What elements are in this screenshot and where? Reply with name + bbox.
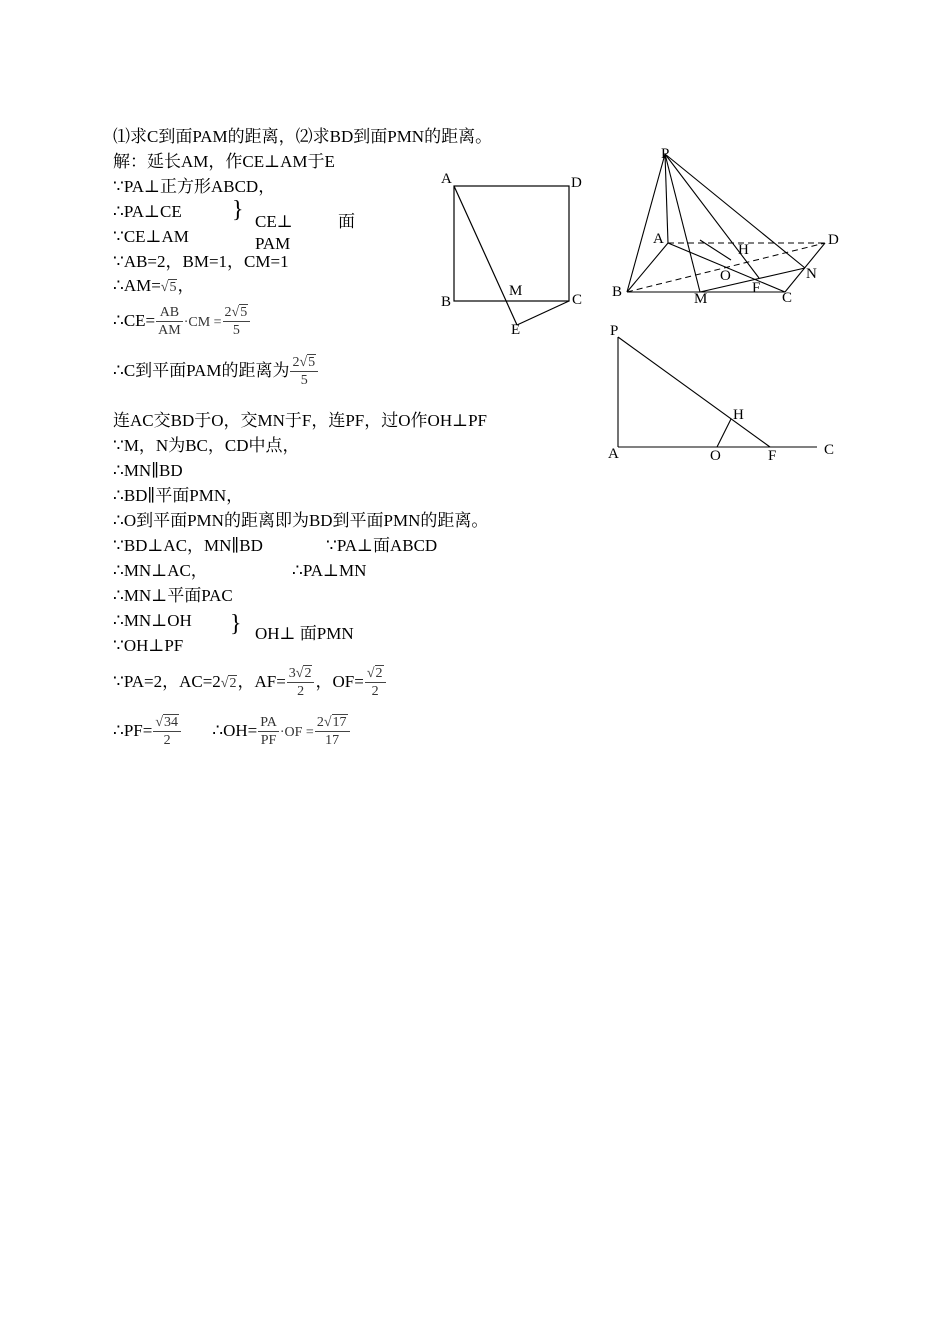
solution-line: ∵M，N为BC，CD中点， <box>113 436 300 455</box>
conclusion-ce-plane: 面 <box>338 212 355 231</box>
label-o: O <box>720 268 731 284</box>
label-c: C <box>782 290 793 306</box>
solution-line: ∴PA⊥MN <box>292 561 367 580</box>
solution-line: ∵AB=2，BM=1，CM=1 <box>113 252 289 271</box>
solution-line: ∴MN⊥AC， <box>113 561 208 580</box>
brace: } <box>230 611 242 637</box>
fraction-af: $\frac{3√2}{2}$ <box>287 665 315 701</box>
label-p: P <box>610 323 619 339</box>
solution-line-am: ∴AM=√5， <box>113 276 194 298</box>
fraction-pf: $\frac{√34}{2}$ <box>153 714 181 750</box>
label-e: E <box>511 322 521 338</box>
fraction-pa-pf: $\frac{PA}{PF}$ <box>260 715 277 749</box>
label-a: A <box>653 231 664 247</box>
conclusion-ce-pam: PAM <box>255 234 291 253</box>
label-n: N <box>806 266 817 282</box>
fraction-of: $\frac{√2}{2}$ <box>365 665 386 701</box>
triangle-figure <box>605 318 845 468</box>
solution-line: ∵OH⊥PF <box>113 636 184 655</box>
label-f: F <box>768 448 777 464</box>
solution-line-lengths: ∵PA=2，AC=2√2，AF= $\frac{3√2}{2}$ ，OF= $\frac{√2}{2}$ <box>113 663 387 703</box>
label-f: F <box>752 280 761 296</box>
sqrt-2: √2 <box>220 676 237 691</box>
solution-line: ∴MN⊥OH <box>113 611 192 630</box>
label-m: M <box>694 291 708 307</box>
brace: } <box>232 197 244 223</box>
pyramid-figure <box>605 140 855 310</box>
square-figure <box>435 165 595 345</box>
solution-line: ∴BD∥平面PMN， <box>113 486 244 505</box>
solution-line: ∴PA⊥CE <box>113 202 182 221</box>
fraction-oh: $\frac{2√17}{17}$ <box>315 714 350 750</box>
solution-line-pf-oh: ∴PF= $\frac{√34}{2}$ ∴OH= $\frac{PA}{PF}$ ·OF = $\frac{2√17}{17}$ <box>113 712 351 752</box>
solution-line: ∵CE⊥AM <box>113 227 189 246</box>
fraction-2root5-5: $\frac{2√5}{5}$ <box>223 304 251 340</box>
label-d: D <box>571 175 582 191</box>
label-a: A <box>608 446 619 462</box>
label-d: D <box>828 232 839 248</box>
solution-line: ∴MN∥BD <box>113 461 183 480</box>
label-m: M <box>509 283 523 299</box>
solution-line-ce: ∴CE= $\frac{AB}{AM}$ ·CM = $\frac{2√5}{5}$ <box>113 303 251 341</box>
solution-line: ∴O到平面PMN的距离即为BD到平面PMN的距离。 <box>113 511 489 530</box>
solution-line: ∵BD⊥AC，MN∥BD <box>113 536 263 555</box>
label-h: H <box>733 407 744 423</box>
problem-statement: ⑴求C到面PAM的距离，⑵求BD到面PMN的距离。 <box>113 127 493 146</box>
label-h: H <box>738 242 749 258</box>
label-c: C <box>572 292 583 308</box>
solution-line: 解：延长AM，作CE⊥AM于E <box>113 152 335 171</box>
fraction-ab-am: $\frac{AB}{AM}$ <box>158 305 181 339</box>
solution-line: ∵PA⊥正方形ABCD， <box>113 177 276 196</box>
solution-line-distance: ∴C到平面PAM的距离为 $\frac{2√5}{5}$ <box>113 353 319 390</box>
label-b: B <box>612 284 623 300</box>
conclusion-ce: CE⊥ <box>255 212 293 231</box>
label-o: O <box>710 448 721 464</box>
label-p: P <box>661 146 670 162</box>
solution-line: 连AC交BD于O，交MN于F，连PF，过O作OH⊥PF <box>113 411 487 430</box>
label-c: C <box>824 442 835 458</box>
solution-line: ∵PA⊥面ABCD <box>326 536 438 555</box>
label-b: B <box>441 294 452 310</box>
solution-line: ∴MN⊥平面PAC <box>113 586 233 605</box>
label-a: A <box>441 171 452 187</box>
sqrt-5: √5 <box>160 280 177 295</box>
fraction-2root5-5: $\frac{2√5}{5}$ <box>290 354 318 390</box>
conclusion-oh: OH⊥ 面PMN <box>255 624 354 643</box>
